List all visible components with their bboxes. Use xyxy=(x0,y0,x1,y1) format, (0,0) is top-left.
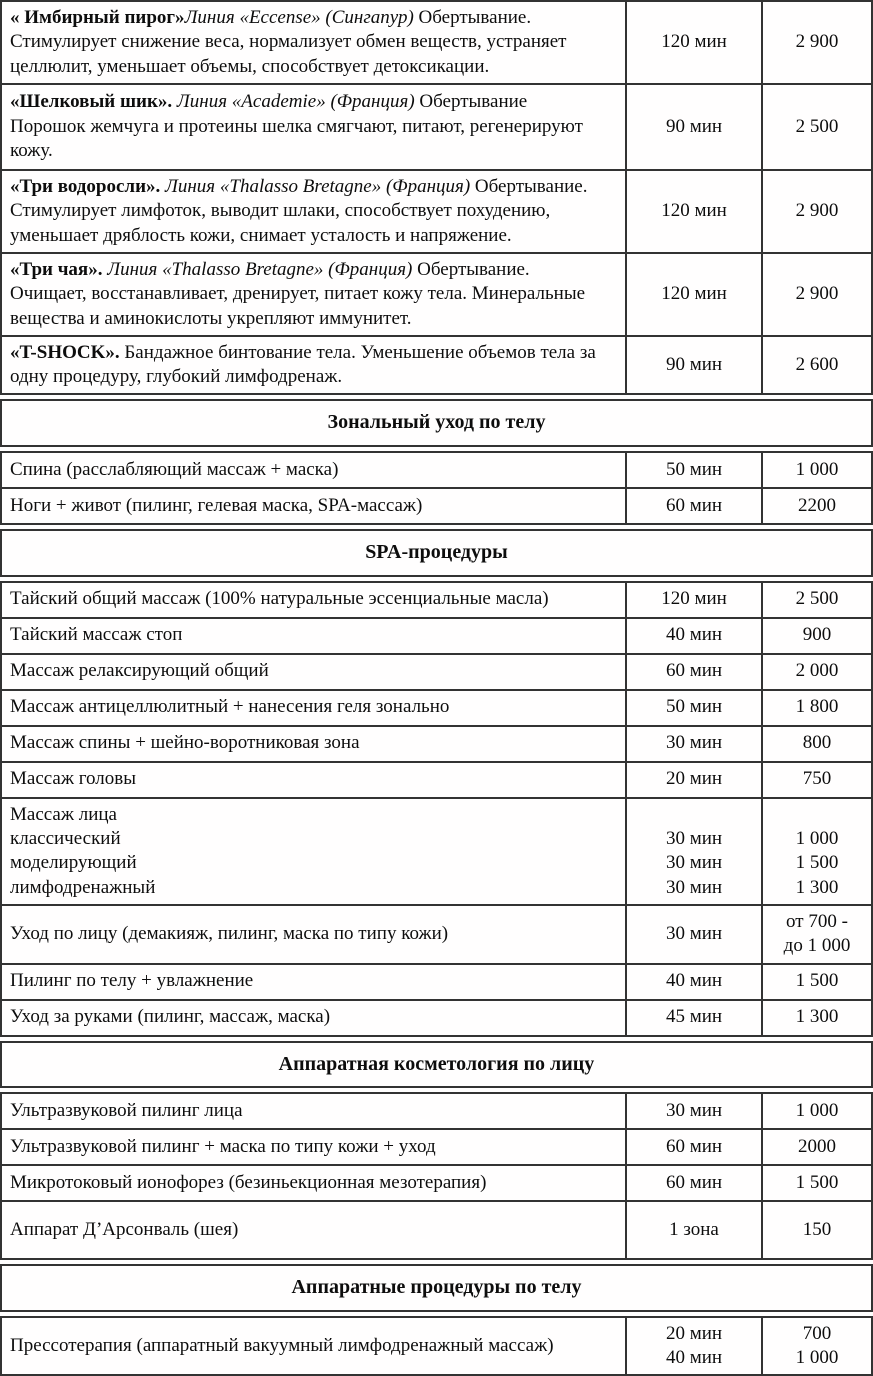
price-value xyxy=(761,1166,871,1200)
price-value xyxy=(761,583,871,617)
service-description: Массаж головы xyxy=(10,768,137,790)
table-row xyxy=(2,83,871,169)
duration-text: 120 мин xyxy=(661,588,727,610)
duration-text: 90 мин xyxy=(665,353,723,375)
service-description: «Шелковый шик». Линия «Academie» (Франция) Обертывание Порошок жемчуга и протеины шелка смягчают, питают, регенерируют кожу. xyxy=(10,91,583,162)
table-row xyxy=(2,999,871,1035)
price-text: 1 500 xyxy=(795,1171,839,1193)
duration-value xyxy=(625,906,761,963)
table-row xyxy=(2,797,871,904)
duration-value xyxy=(625,85,761,169)
price-value xyxy=(761,1202,871,1258)
price-text: 1 000 xyxy=(795,458,839,480)
table-row xyxy=(2,1200,871,1258)
price-text: 150 xyxy=(802,1218,832,1240)
section-header: Аппаратные процедуры по телу xyxy=(0,1264,873,1312)
price-value xyxy=(761,1130,871,1164)
table-row xyxy=(2,1128,871,1164)
price-value xyxy=(761,691,871,725)
table-row xyxy=(2,487,871,523)
service-description: « Имбирный пирог»Линия «Eccense» (Сингапур) Обертывание. Стимулирует снижение веса, нормализует обмен веществ, устраняет целлюлит, уменьшает объемы, способствует детоксикации. xyxy=(10,7,567,77)
table-row xyxy=(2,653,871,689)
price-value xyxy=(761,254,871,335)
section-rows xyxy=(0,0,873,395)
service-description: Прессотерапия (аппаратный вакуумный лимфодренажный массаж) xyxy=(10,1334,554,1356)
section-header: SPA-процедуры xyxy=(0,529,873,577)
price-text: 2 900 xyxy=(795,200,839,222)
service-description: Тайский общий массаж (100% натуральные эссенциальные масла) xyxy=(10,588,549,610)
section-rows xyxy=(0,451,873,525)
price-text: 2 000 xyxy=(795,660,839,682)
table-row xyxy=(2,453,871,487)
duration-text: 120 мин xyxy=(661,31,727,53)
section-rows xyxy=(0,1092,873,1260)
duration-text: 20 мин xyxy=(665,768,723,790)
service-description: Массаж лица классический моделирующий лимфодренажный xyxy=(10,803,156,898)
section-header: Зональный уход по телу xyxy=(0,399,873,447)
duration-value xyxy=(625,763,761,797)
table-row xyxy=(2,169,871,252)
duration-value xyxy=(625,799,761,904)
table-row xyxy=(2,725,871,761)
duration-value xyxy=(625,619,761,653)
duration-text: 30 мин xyxy=(665,732,723,754)
service-description: Уход по лицу (демакияж, пилинг, маска по типу кожи) xyxy=(10,923,449,945)
price-value xyxy=(761,763,871,797)
price-value xyxy=(761,727,871,761)
duration-text: 20 мин 40 мин xyxy=(665,1322,723,1368)
table-row xyxy=(2,1164,871,1200)
price-value xyxy=(761,1001,871,1035)
price-text: 2000 xyxy=(798,1135,836,1157)
price-value xyxy=(761,85,871,169)
service-description: Аппарат Д’Арсонваль (шея) xyxy=(10,1218,239,1240)
duration-text: 30 мин 30 мин 30 мин xyxy=(665,827,723,898)
price-value xyxy=(761,1094,871,1128)
duration-text: 60 мин xyxy=(665,1135,723,1157)
duration-value xyxy=(625,1130,761,1164)
duration-value xyxy=(625,171,761,252)
service-description: «Три водоросли». Линия «Thalasso Bretagne» (Франция) Обертывание. Стимулирует лимфоток, выводит шлаки, способствует похудению, уменьшает дряблость кожи, снимает усталость и напряжение. xyxy=(10,175,588,246)
duration-value xyxy=(625,489,761,523)
service-description: Ультразвуковой пилинг + маска по типу кожи + уход xyxy=(10,1135,436,1157)
service-description: Микротоковый ионофорез (безиньекционная мезотерапия) xyxy=(10,1171,487,1193)
duration-value xyxy=(625,337,761,394)
duration-text: 60 мин xyxy=(665,1171,723,1193)
price-value xyxy=(761,655,871,689)
price-text: 2 500 xyxy=(795,588,839,610)
duration-text: 40 мин xyxy=(665,624,723,646)
table-row xyxy=(2,335,871,394)
section-header: Аппаратная косметология по лицу xyxy=(0,1041,873,1089)
table-row xyxy=(2,963,871,999)
price-value xyxy=(761,906,871,963)
price-text: 2 900 xyxy=(795,283,839,305)
duration-text: 90 мин xyxy=(665,115,723,137)
price-value xyxy=(761,453,871,487)
duration-text: 40 мин xyxy=(665,970,723,992)
price-text: 1 000 1 500 1 300 xyxy=(795,827,839,898)
duration-text: 60 мин xyxy=(665,660,723,682)
service-description: «T-SHOCK». Бандажное бинтование тела. Уменьшение объемов тела за одну процедуру, глубокий лимфодренаж. xyxy=(10,341,596,388)
table-row xyxy=(2,761,871,797)
service-description: Массаж спины + шейно-воротниковая зона xyxy=(10,732,360,754)
price-text: 800 xyxy=(802,732,832,754)
duration-value xyxy=(625,1094,761,1128)
price-value xyxy=(761,171,871,252)
price-value xyxy=(761,1318,871,1375)
price-text: 1 500 xyxy=(795,970,839,992)
duration-value xyxy=(625,583,761,617)
service-description: Тайский массаж стоп xyxy=(10,624,183,646)
duration-text: 120 мин xyxy=(661,200,727,222)
price-text: 700 1 000 xyxy=(795,1322,839,1368)
price-text: 1 000 xyxy=(795,1099,839,1121)
duration-value xyxy=(625,727,761,761)
price-value xyxy=(761,799,871,904)
price-text: 2 600 xyxy=(795,353,839,375)
service-description: Спина (расслабляющий массаж + маска) xyxy=(10,458,339,480)
duration-value xyxy=(625,691,761,725)
price-text: 1 300 xyxy=(795,1006,839,1028)
table-row xyxy=(2,252,871,335)
duration-value xyxy=(625,254,761,335)
service-description: Уход за руками (пилинг, массаж, маска) xyxy=(10,1006,331,1028)
price-value xyxy=(761,2,871,83)
table-row xyxy=(2,904,871,963)
service-description: Массаж антицеллюлитный + нанесения геля зонально xyxy=(10,696,450,718)
duration-value xyxy=(625,1202,761,1258)
table-row xyxy=(2,583,871,617)
duration-text: 50 мин xyxy=(665,458,723,480)
section-rows xyxy=(0,1316,873,1376)
duration-value xyxy=(625,453,761,487)
duration-text: 50 мин xyxy=(665,696,723,718)
price-value xyxy=(761,337,871,394)
price-text: 2 900 xyxy=(795,31,839,53)
table-row xyxy=(2,617,871,653)
price-value xyxy=(761,965,871,999)
service-description: Пилинг по телу + увлажнение xyxy=(10,970,254,992)
service-description: «Три чая». Линия «Thalasso Bretagne» (Франция) Обертывание. Очищает, восстанавливает, дренирует, питает кожу тела. Минеральные вещества и аминокислоты укрепляют иммунитет. xyxy=(10,258,586,329)
service-description: Массаж релаксирующий общий xyxy=(10,660,269,682)
price-text: 1 800 xyxy=(795,696,839,718)
table-row xyxy=(2,1094,871,1128)
duration-value xyxy=(625,2,761,83)
duration-value xyxy=(625,655,761,689)
price-text: от 700 - до 1 000 xyxy=(783,910,851,957)
duration-value xyxy=(625,965,761,999)
section-rows xyxy=(0,581,873,1037)
table-row xyxy=(2,2,871,83)
service-description: Ультразвуковой пилинг лица xyxy=(10,1099,243,1121)
price-text: 900 xyxy=(802,624,832,646)
price-text: 2200 xyxy=(798,494,836,516)
duration-text: 1 зона xyxy=(669,1218,719,1240)
duration-text: 120 мин xyxy=(661,283,727,305)
price-text: 750 xyxy=(802,768,832,790)
service-description: Ноги + живот (пилинг, гелевая маска, SPA-массаж) xyxy=(10,494,423,516)
duration-value xyxy=(625,1166,761,1200)
table-row xyxy=(2,1318,871,1375)
duration-value xyxy=(625,1318,761,1375)
duration-value xyxy=(625,1001,761,1035)
price-value xyxy=(761,489,871,523)
duration-text: 30 мин xyxy=(665,1099,723,1121)
duration-text: 30 мин xyxy=(665,923,723,945)
price-text: 2 500 xyxy=(795,115,839,137)
price-value xyxy=(761,619,871,653)
table-row xyxy=(2,689,871,725)
duration-text: 60 мин xyxy=(665,494,723,516)
duration-text: 45 мин xyxy=(665,1006,723,1028)
